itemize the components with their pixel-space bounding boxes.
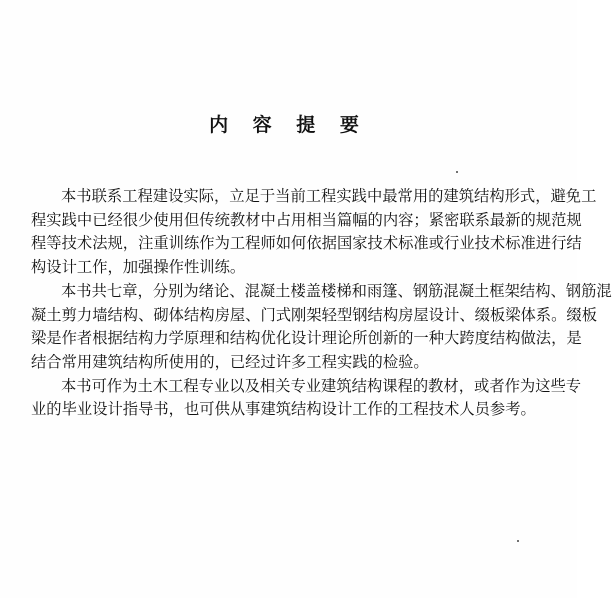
summary-body bbox=[31, 185, 612, 422]
paragraph-2-line-3: 梁是作者根据结构力学原理和结构优化设计理论所创新的一种大跨度结构做法，是 bbox=[31, 329, 582, 348]
paragraph-2-line-4: 结合常用建筑结构所使用的，已经过许多工程实践的检验。 bbox=[31, 352, 429, 371]
scan-speck bbox=[517, 540, 519, 542]
paragraph-2-line-2: 凝土剪力墙结构、砌体结构房屋、门式刚架轻型钢结构房屋设计、缀板梁体系。缀板 bbox=[31, 305, 597, 324]
paragraph-1-line-1: 本书联系工程建设实际，立足于当前工程实践中最常用的建筑结构形式，避免工 bbox=[61, 187, 597, 205]
paragraph-1-line-4: 构设计工作，加强操作性训练。 bbox=[31, 258, 246, 277]
page-title: 内 容 提 要 bbox=[209, 114, 368, 136]
paragraph-1-line-3: 程等技术法规，注重训练作为工程师如何依据国家技术标准或行业技术标准进行结 bbox=[31, 234, 582, 253]
scan-speck bbox=[456, 171, 458, 173]
paragraph-1-line-2: 程实践中已经很少使用但传统教材中占用相当篇幅的内容；紧密联系最新的规范规 bbox=[31, 210, 582, 229]
paragraph-3-line-2: 业的毕业设计指导书，也可供从事建筑结构设计工作的工程技术人员参考。 bbox=[31, 400, 536, 419]
paragraph-2-line-1: 本书共七章，分别为绪论、混凝土楼盖楼梯和雨篷、钢筋混凝土框架结构、钢筋混 bbox=[61, 281, 612, 300]
paragraph-3-line-1: 本书可作为土木工程专业以及相关专业建筑结构课程的教材，或者作为这些专 bbox=[61, 376, 582, 395]
